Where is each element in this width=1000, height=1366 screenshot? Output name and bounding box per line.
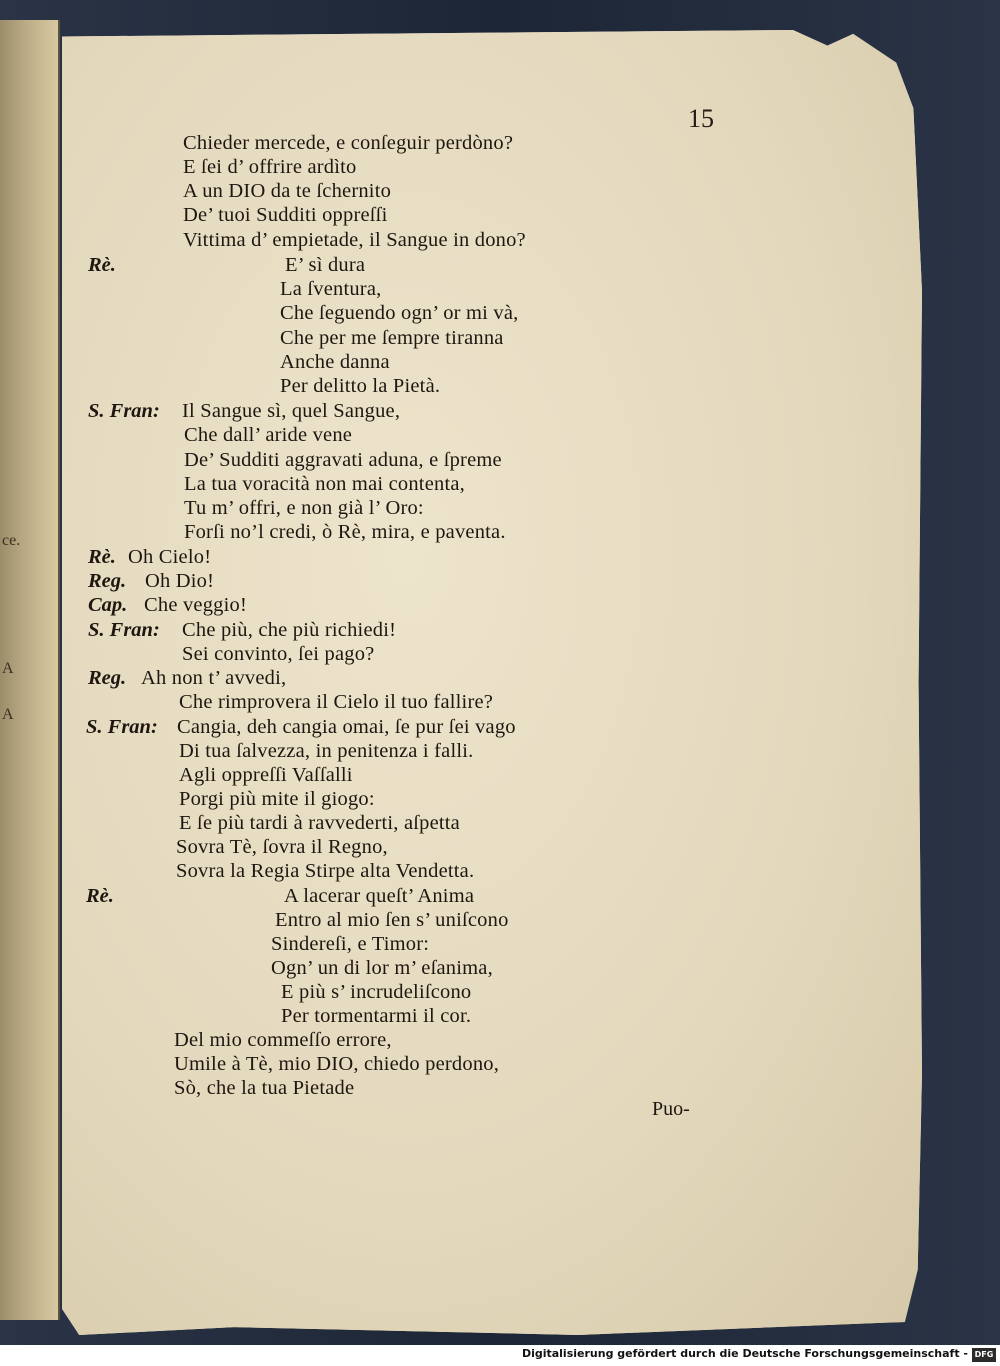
verse-line: Di tua ſalvezza, in penitenza i falli. bbox=[179, 740, 474, 762]
speaker-label: S. Fran: bbox=[88, 619, 160, 641]
verse-line: E ſei d’ offrire ardìto bbox=[183, 156, 357, 178]
verse-line: Ogn’ un di lor m’ eſanima, bbox=[271, 957, 493, 979]
verse-line: Oh Cielo! bbox=[128, 546, 212, 568]
verse-line: Che veggio! bbox=[144, 594, 247, 616]
verse-line: Che rimprovera il Cielo il tuo fallire? bbox=[179, 691, 494, 713]
verse-line: Chieder mercede, e conſeguir perdòno? bbox=[183, 132, 514, 154]
verse-line: Ah non t’ avvedi, bbox=[141, 667, 287, 689]
verse-line: E ſe più tardi à ravvederti, aſpetta bbox=[179, 812, 460, 834]
verse-line: De’ Sudditi aggravati aduna, e ſpreme bbox=[184, 449, 502, 471]
speaker-label: S. Fran: bbox=[88, 400, 160, 422]
verse-line: Sovra la Regia Stirpe alta Vendetta. bbox=[176, 860, 475, 882]
dfg-logo: DFG bbox=[972, 1348, 996, 1362]
verse-line: Umile à Tè, mio DIO, chiedo perdono, bbox=[174, 1053, 500, 1075]
verse-line: Che ſeguendo ogn’ or mi và, bbox=[280, 302, 519, 324]
verse-line: Per tormentarmi il cor. bbox=[281, 1005, 472, 1027]
footer-credit-text: Digitalisierung gefördert durch die Deutsche Forschungsgemeinschaft - bbox=[521, 1347, 968, 1360]
page-number: 15 bbox=[688, 104, 714, 133]
speaker-label: Cap. bbox=[88, 594, 128, 616]
previous-page-edge bbox=[0, 20, 60, 1320]
verse-line: Che dall’ aride vene bbox=[184, 424, 353, 446]
speaker-label: Rè. bbox=[88, 254, 116, 276]
verse-line: A un DIO da te ſchernito bbox=[183, 180, 392, 202]
verse-line: Sei convinto, ſei pago? bbox=[182, 643, 375, 665]
verse-line: Che per me ſempre tiranna bbox=[280, 327, 504, 349]
verse-line: Agli oppreſſi Vaſſalli bbox=[179, 764, 353, 786]
verse-line: Entro al mio ſen s’ uniſcono bbox=[275, 909, 509, 931]
verse-line: Il Sangue sì, quel Sangue, bbox=[182, 400, 401, 422]
verse-line: A lacerar queſt’ Anima bbox=[284, 885, 475, 907]
catchword: Puo- bbox=[652, 1098, 690, 1120]
verse-line: E più s’ incrudeliſcono bbox=[281, 981, 472, 1003]
verse-line: Vittima d’ empietade, il Sangue in dono? bbox=[183, 229, 526, 251]
prev-page-fragment: A bbox=[2, 706, 14, 723]
verse-line: Sovra Tè, ſovra il Regno, bbox=[176, 836, 388, 858]
speaker-label: Rè. bbox=[88, 546, 116, 568]
verse-line: Del mio commeſſo errore, bbox=[174, 1029, 392, 1051]
speaker-label: Reg. bbox=[88, 570, 127, 592]
verse-line: Sò, che la tua Pietade bbox=[174, 1077, 355, 1099]
speaker-label: Reg. bbox=[88, 667, 127, 689]
verse-line: La ſventura, bbox=[280, 278, 382, 300]
prev-page-fragment: A bbox=[2, 660, 14, 677]
verse-line: Per delitto la Pietà. bbox=[280, 375, 441, 397]
verse-line: Sindereſi, e Timor: bbox=[271, 933, 430, 955]
speaker-label: Rè. bbox=[86, 885, 114, 907]
speaker-label: S. Fran: bbox=[86, 716, 158, 738]
prev-page-fragment: ce. bbox=[2, 532, 21, 549]
digitization-footer bbox=[0, 1345, 1000, 1366]
verse-line: Anche danna bbox=[280, 351, 390, 373]
verse-line: Forſi no’l credi, ò Rè, mira, e paventa. bbox=[184, 521, 506, 543]
verse-line: Cangia, deh cangia omai, ſe pur ſei vago bbox=[177, 716, 516, 738]
verse-line: Che più, che più richiedi! bbox=[182, 619, 397, 641]
verse-line: Tu m’ offri, e non già l’ Oro: bbox=[184, 497, 424, 519]
verse-line: E’ sì dura bbox=[285, 254, 366, 276]
verse-line: Oh Dio! bbox=[145, 570, 215, 592]
verse-line: La tua voracità non mai contenta, bbox=[184, 473, 465, 495]
verse-line: Porgi più mite il giogo: bbox=[179, 788, 375, 810]
verse-line: De’ tuoi Sudditi oppreſſi bbox=[183, 204, 388, 226]
